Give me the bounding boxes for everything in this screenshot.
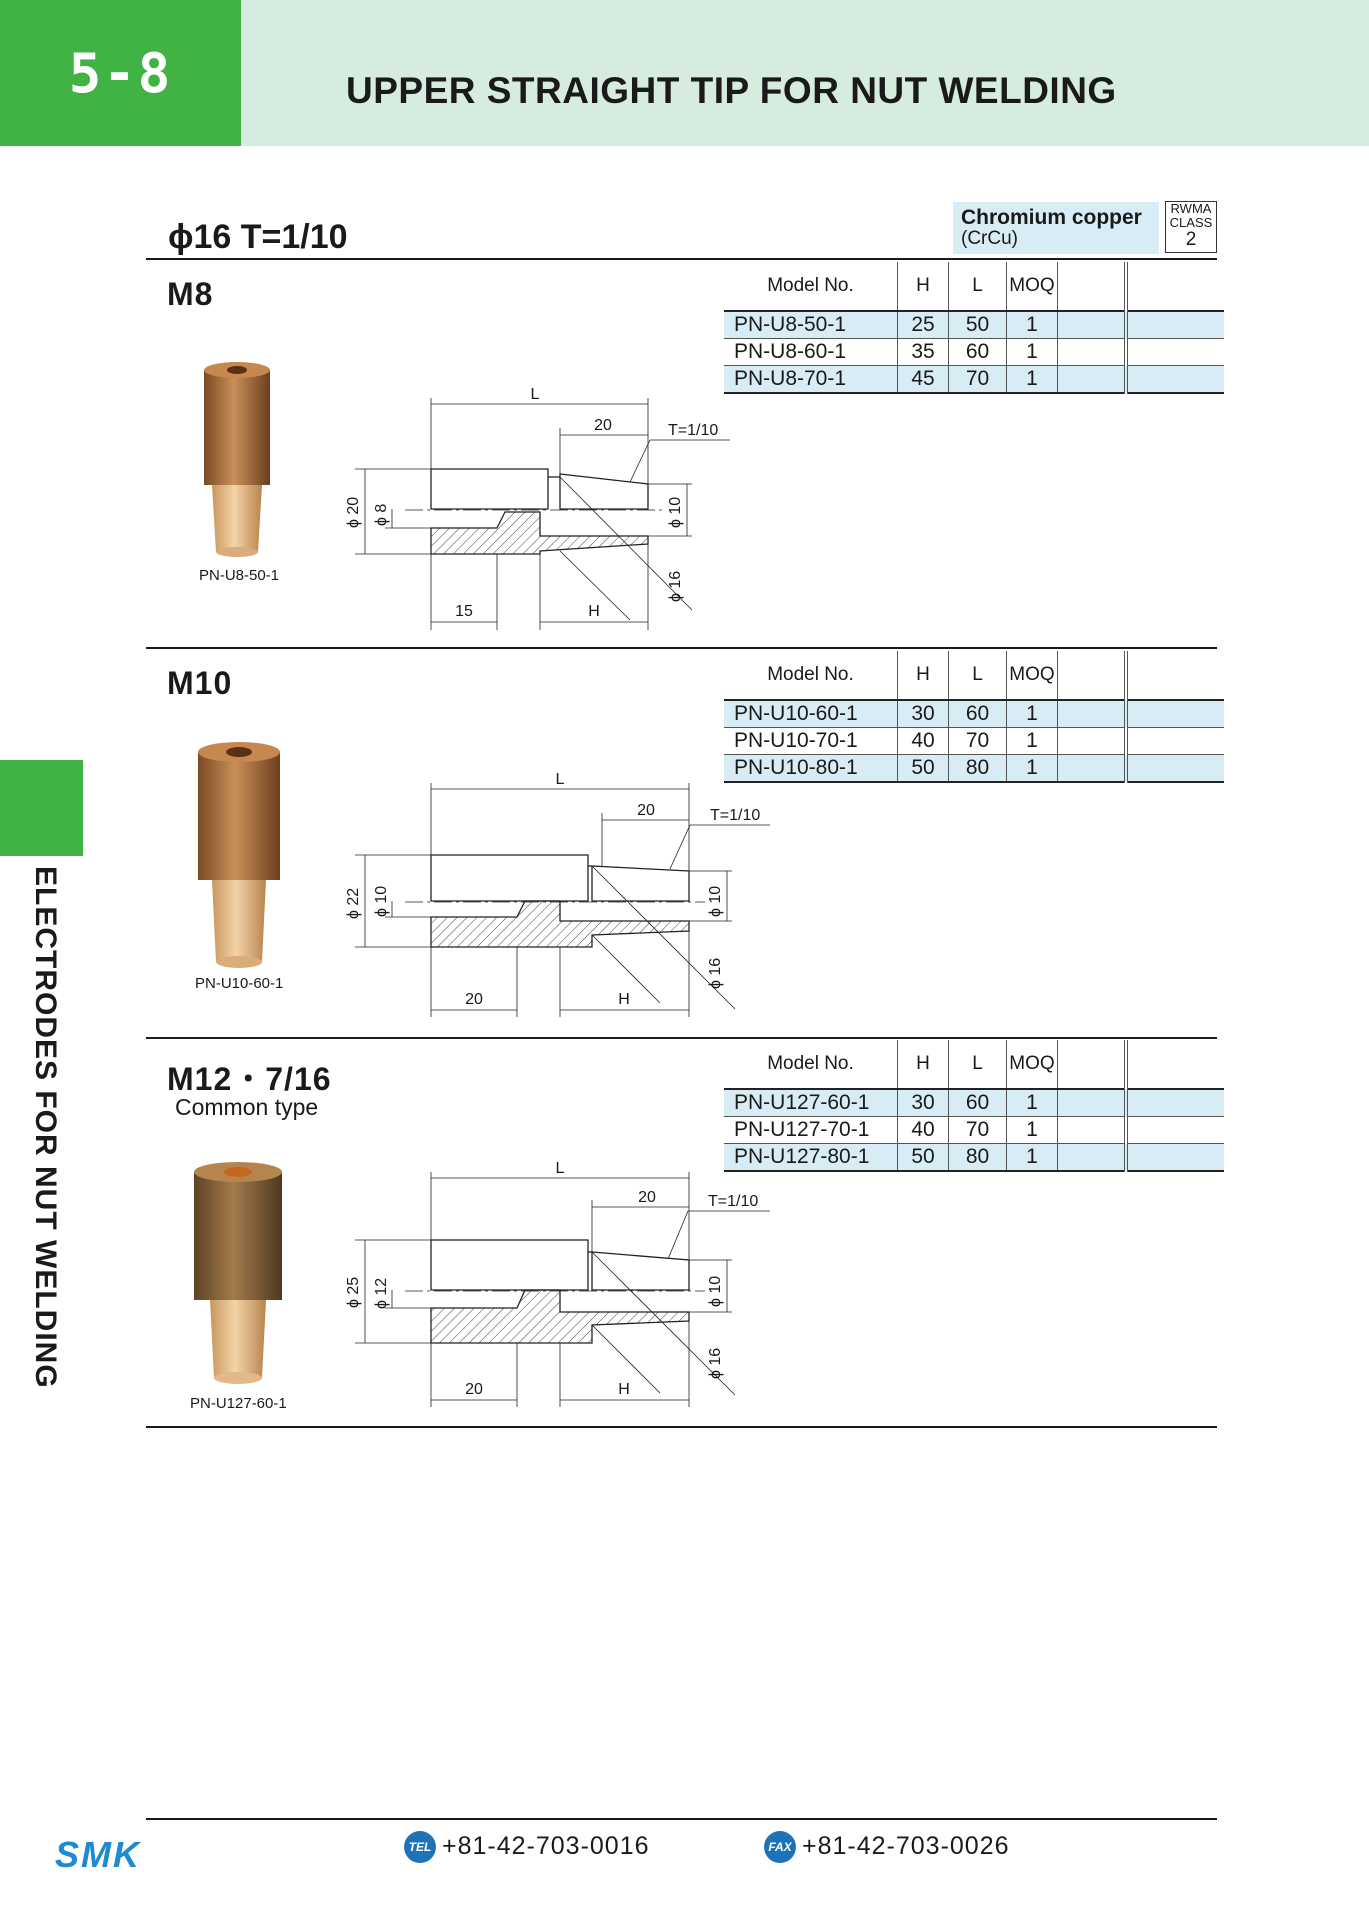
dim-label-l: L bbox=[530, 386, 540, 403]
dim-label-h: H bbox=[588, 603, 600, 620]
col-header-moq: MOQ bbox=[1007, 262, 1058, 311]
photo-caption: PN-U127-60-1 bbox=[190, 1395, 287, 1412]
technical-drawing-m12 bbox=[330, 1155, 770, 1417]
col-header-l: L bbox=[949, 262, 1007, 311]
footer-divider bbox=[146, 1818, 1217, 1820]
dim-label-d-tip: ϕ 10 bbox=[707, 1275, 724, 1307]
col-header-moq: MOQ bbox=[1007, 651, 1058, 700]
side-tab-label: ELECTRODES FOR NUT WELDING bbox=[29, 866, 62, 1389]
model-cell: PN-U127-70-1 bbox=[724, 1117, 898, 1144]
rwma-class-label: CLASS bbox=[1169, 215, 1213, 230]
dim-label-d-outer: ϕ 25 bbox=[345, 1276, 362, 1308]
side-tab-marker bbox=[0, 760, 83, 856]
rwma-class-badge bbox=[1165, 201, 1217, 253]
section-divider bbox=[146, 647, 1217, 649]
model-table-m10 bbox=[724, 651, 1224, 783]
section-number: 5-8 bbox=[0, 0, 241, 146]
section-divider bbox=[146, 1037, 1217, 1039]
table-row: PN-U8-50-1 25 50 1 bbox=[724, 311, 1224, 339]
dim-label-d-tip: ϕ 10 bbox=[707, 885, 724, 917]
table-row: PN-U127-60-1 30 60 1 bbox=[724, 1089, 1224, 1117]
table-row: PN-U127-70-1 40 70 1 bbox=[724, 1117, 1224, 1144]
model-cell: PN-U10-80-1 bbox=[724, 755, 898, 783]
dim-label-d-base: ϕ 16 bbox=[667, 570, 684, 602]
col-header-model: Model No. bbox=[724, 1040, 898, 1089]
dim-label-d-inner: ϕ 8 bbox=[373, 503, 390, 526]
model-cell: PN-U10-70-1 bbox=[724, 728, 898, 755]
table-row: PN-U8-60-1 35 60 1 bbox=[724, 339, 1224, 366]
dim-label-l: L bbox=[555, 1160, 565, 1177]
col-header-h: H bbox=[898, 262, 949, 311]
technical-drawing-m8 bbox=[330, 380, 750, 640]
rwma-label: RWMA bbox=[1170, 201, 1212, 216]
material-code: (CrCu) bbox=[961, 228, 1018, 249]
dim-label-left-length: 20 bbox=[465, 991, 483, 1008]
table-row: PN-U10-70-1 40 70 1 bbox=[724, 728, 1224, 755]
table-row: PN-U8-70-1 45 70 1 bbox=[724, 366, 1224, 394]
product-photo-m10 bbox=[190, 740, 290, 970]
material-name: Chromium copper bbox=[961, 206, 1142, 229]
taper-label: T=1/10 bbox=[668, 422, 719, 439]
taper-label: T=1/10 bbox=[708, 1193, 759, 1210]
section-title-m8: M8 bbox=[167, 276, 214, 312]
model-cell: PN-U8-50-1 bbox=[724, 311, 898, 339]
model-cell: PN-U8-60-1 bbox=[724, 339, 898, 366]
section-title-m10: M10 bbox=[167, 665, 233, 701]
model-cell: PN-U127-80-1 bbox=[724, 1144, 898, 1172]
dim-label-d-inner: ϕ 12 bbox=[373, 1277, 390, 1309]
rwma-class-value: 2 bbox=[1185, 229, 1197, 250]
dim-label-d-outer: ϕ 20 bbox=[345, 496, 362, 528]
fax-icon: FAX bbox=[764, 1831, 796, 1863]
model-cell: PN-U8-70-1 bbox=[724, 366, 898, 394]
col-header-model: Model No. bbox=[724, 651, 898, 700]
col-header-moq: MOQ bbox=[1007, 1040, 1058, 1089]
product-photo-m8 bbox=[190, 360, 290, 560]
col-header-h: H bbox=[898, 1040, 949, 1089]
photo-caption: PN-U10-60-1 bbox=[195, 975, 284, 992]
table-row: PN-U10-80-1 50 80 1 bbox=[724, 755, 1224, 783]
tel-number[interactable]: +81-42-703-0016 bbox=[442, 1832, 650, 1860]
col-header-h: H bbox=[898, 651, 949, 700]
dim-label-left-length: 20 bbox=[465, 1381, 483, 1398]
section-divider bbox=[146, 1426, 1217, 1428]
fax-number[interactable]: +81-42-703-0026 bbox=[802, 1832, 1010, 1860]
model-table-m12 bbox=[724, 1040, 1224, 1172]
dim-label-l: L bbox=[555, 771, 565, 788]
dim-label-d-outer: ϕ 22 bbox=[345, 887, 362, 919]
dim-label-h: H bbox=[618, 1381, 630, 1398]
spec-heading: ϕ16 T=1/10 bbox=[168, 218, 348, 256]
section-divider bbox=[146, 258, 1217, 260]
table-row: PN-U10-60-1 30 60 1 bbox=[724, 700, 1224, 728]
tel-icon: TEL bbox=[404, 1831, 436, 1863]
model-cell: PN-U127-60-1 bbox=[724, 1089, 898, 1117]
company-logo: SMK bbox=[55, 1834, 141, 1875]
section-subtitle: Common type bbox=[175, 1094, 319, 1120]
dim-label-d-base: ϕ 16 bbox=[707, 1347, 724, 1379]
product-photo-m12 bbox=[188, 1160, 288, 1385]
dim-label-d-tip: ϕ 10 bbox=[667, 496, 684, 528]
model-table-m8 bbox=[724, 262, 1224, 394]
dim-label-d-inner: ϕ 10 bbox=[373, 885, 390, 917]
dim-label-20: 20 bbox=[637, 802, 655, 819]
table-row: PN-U127-80-1 50 80 1 bbox=[724, 1144, 1224, 1172]
section-title-m12: M12・7/16 bbox=[167, 1061, 332, 1097]
col-header-l: L bbox=[949, 651, 1007, 700]
technical-drawing-m10 bbox=[330, 767, 770, 1029]
dim-label-20: 20 bbox=[638, 1189, 656, 1206]
taper-label: T=1/10 bbox=[710, 807, 761, 824]
dim-label-left-length: 15 bbox=[455, 603, 473, 620]
dim-label-d-base: ϕ 16 bbox=[707, 957, 724, 989]
dim-label-20: 20 bbox=[594, 417, 612, 434]
col-header-model: Model No. bbox=[724, 262, 898, 311]
col-header-l: L bbox=[949, 1040, 1007, 1089]
photo-caption: PN-U8-50-1 bbox=[199, 567, 280, 584]
page-title: UPPER STRAIGHT TIP FOR NUT WELDING bbox=[346, 70, 1117, 111]
material-badge bbox=[953, 202, 1159, 254]
model-cell: PN-U10-60-1 bbox=[724, 700, 898, 728]
dim-label-h: H bbox=[618, 991, 630, 1008]
